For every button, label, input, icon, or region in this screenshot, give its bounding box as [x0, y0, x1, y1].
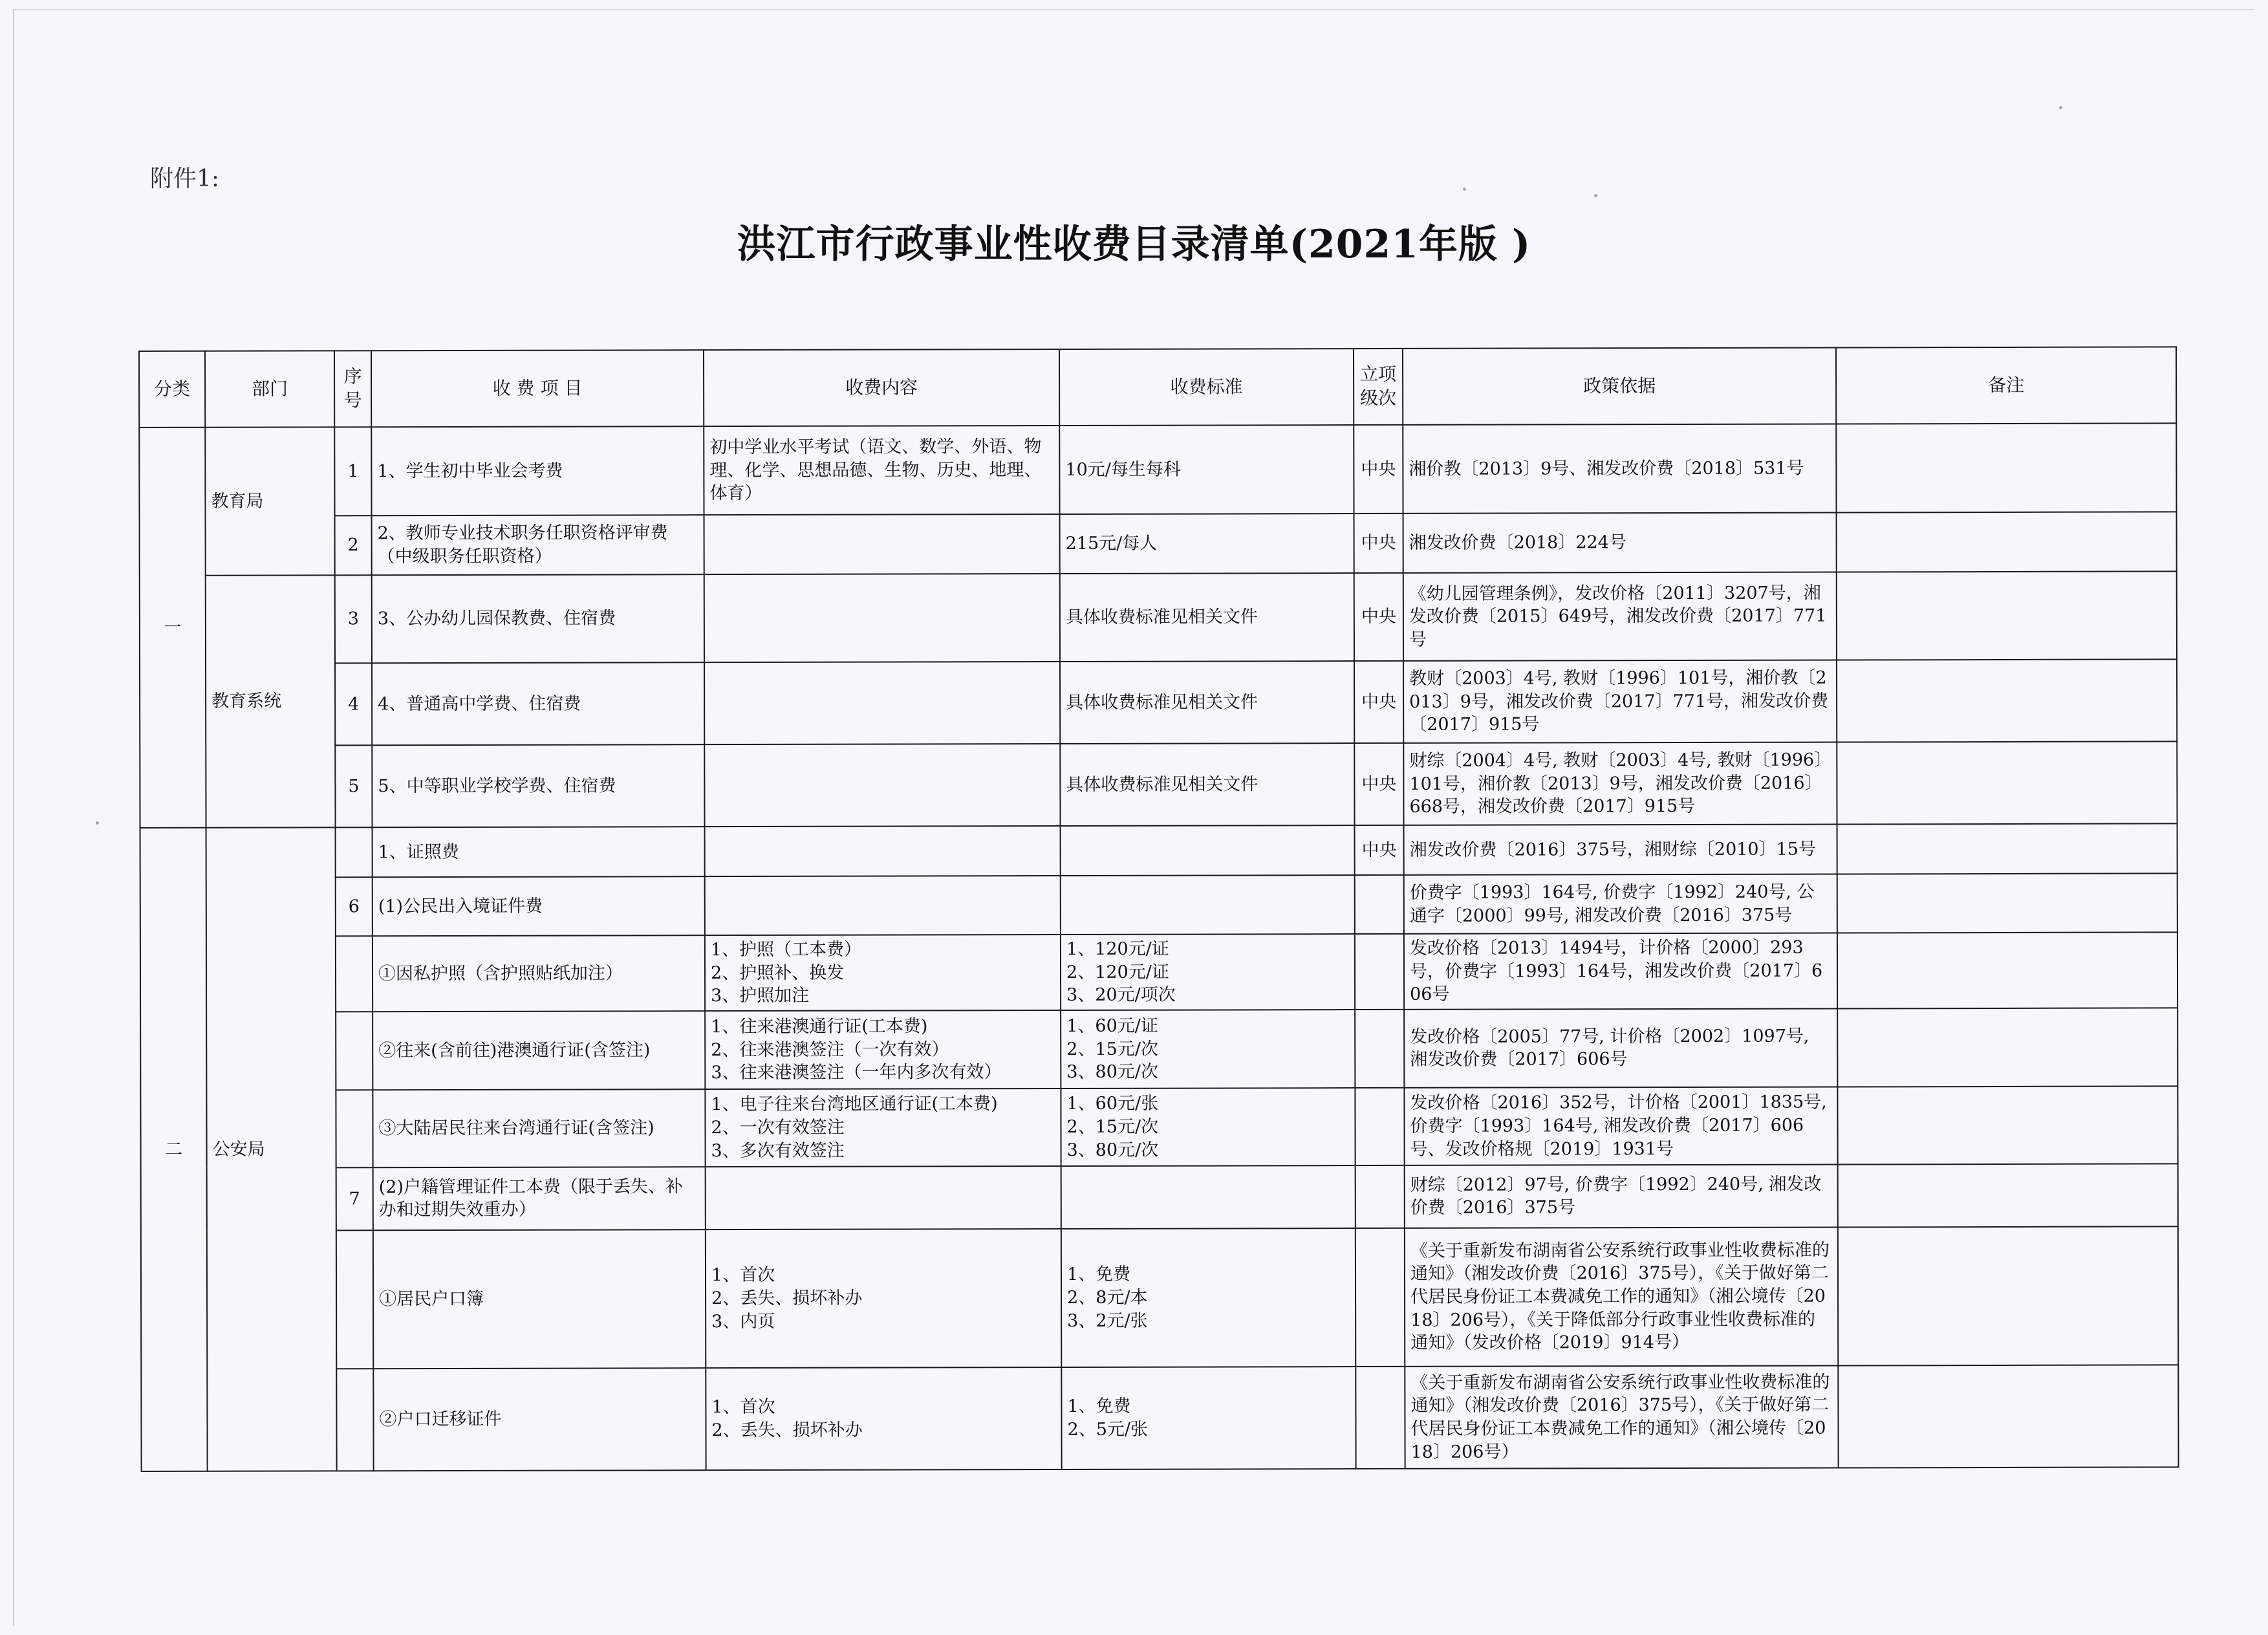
- standard-cell: 具体收费标准见相关文件: [1060, 743, 1354, 826]
- table-row: [140, 1008, 2177, 1090]
- standard-cell: 215元/每人: [1060, 514, 1354, 574]
- item-cell: ②往来(含前往)港澳通行证(含签注): [373, 1011, 705, 1090]
- basis-cell: 《幼儿园管理条例》，发改价格〔2011〕3207号，湘发改价费〔2015〕649号，湘发改价费〔2017〕771号: [1403, 572, 1837, 661]
- seq-cell: 4: [335, 663, 372, 745]
- table-row: [140, 823, 2177, 878]
- remark-cell: [1837, 1008, 2177, 1087]
- standard-cell: 1、60元/张 2、15元/次 3、80元/次: [1061, 1088, 1355, 1166]
- fee-catalog-table: [138, 346, 2179, 1471]
- basis-cell: 价费字〔1993〕164号, 价费字〔1992〕240号, 公通字〔2000〕99号, 湘发改价费〔2016〕375号: [1404, 874, 1837, 934]
- basis-cell: 湘发改价费〔2016〕375号，湘财综〔2010〕15号: [1404, 825, 1837, 875]
- table-row: [140, 1086, 2177, 1168]
- remark-cell: [1837, 823, 2177, 874]
- remark-cell: [1836, 423, 2176, 512]
- content-cell: [704, 662, 1060, 744]
- remark-cell: [1837, 932, 2177, 1008]
- content-cell: 1、电子往来台湾地区通行证(工本费) 2、一次有效签注 3、多次有效签注: [705, 1088, 1061, 1167]
- item-cell: ②户口迁移证件: [373, 1368, 706, 1471]
- col-level: 立项 级次: [1354, 349, 1403, 425]
- table-row: [140, 932, 2177, 1012]
- remark-cell: [1837, 512, 2177, 572]
- basis-cell: 发改价格〔2013〕1494号，计价格〔2000〕293号，价费字〔1993〕164号，湘发改价费〔2017〕606号: [1404, 933, 1837, 1010]
- basis-cell: 发改价格〔2016〕352号，计价格〔2001〕1835号, 价费字〔1993〕164号, 湘发改价费〔2017〕606号、发改价格规〔2019〕1931号: [1404, 1087, 1837, 1165]
- seq-cell: 3: [335, 575, 372, 663]
- level-cell: 中央: [1355, 825, 1404, 875]
- content-cell: 初中学业水平考试（语文、数学、外语、物理、化学、思想品德、生物、历史、地理、体育）: [704, 426, 1059, 515]
- standard-cell: 1、免费 2、5元/张: [1061, 1367, 1355, 1469]
- header-row: [139, 347, 2176, 428]
- remark-cell: [1838, 1365, 2178, 1467]
- remark-cell: [1838, 1226, 2178, 1365]
- level-cell: 中央: [1354, 514, 1403, 573]
- content-cell: [704, 514, 1060, 574]
- seq-cell: 5: [335, 745, 372, 827]
- category-cell: 二: [140, 828, 208, 1471]
- col-item: 收 费 项 目: [371, 350, 704, 427]
- seq-cell: 6: [336, 877, 373, 936]
- seq-cell: [336, 1090, 373, 1167]
- seq-cell: 1: [334, 427, 371, 515]
- scan-speck: [1463, 188, 1466, 191]
- level-cell: [1355, 1165, 1405, 1228]
- level-cell: 中央: [1354, 743, 1403, 825]
- content-cell: 1、护照（工本费） 2、护照补、换发 3、护照加注: [705, 935, 1061, 1011]
- remark-cell: [1837, 741, 2177, 824]
- seq-cell: [336, 1369, 373, 1471]
- content-cell: 1、首次 2、丢失、损坏补办: [706, 1367, 1061, 1470]
- basis-cell: 湘发改价费〔2018〕224号: [1403, 513, 1837, 573]
- basis-cell: 《关于重新发布湖南省公安系统行政事业性收费标准的通知》（湘发改价费〔2016〕375号），《关于做好第二代居民身份证工本费减免工作的通知》（湘公境传〔2018〕206号）: [1405, 1365, 1838, 1468]
- basis-cell: 财综〔2004〕4号, 教财〔2003〕4号, 教财〔1996〕101号，湘价教〔2013〕9号，湘发改价费〔2016〕668号，湘发改价费〔2017〕915号: [1403, 742, 1837, 825]
- item-cell: ①因私护照（含护照贴纸加注）: [373, 935, 705, 1012]
- level-cell: [1355, 1367, 1405, 1469]
- item-cell: 2、教师专业技术职务任职资格评审费（中级职务任职资格）: [372, 515, 704, 575]
- table-row: [140, 571, 2177, 664]
- item-cell: ①居民户口簿: [373, 1229, 706, 1369]
- content-cell: [705, 876, 1061, 935]
- content-cell: 1、首次 2、丢失、损坏补办 3、内页: [706, 1229, 1061, 1368]
- table-row: [140, 659, 2177, 746]
- seq-cell: 2: [335, 515, 372, 575]
- category-cell: 一: [139, 428, 206, 828]
- level-cell: [1355, 1010, 1404, 1088]
- table-row: [140, 741, 2177, 828]
- item-cell: 1、证照费: [373, 827, 705, 877]
- department-cell: 公安局: [206, 827, 337, 1471]
- content-cell: [704, 574, 1060, 662]
- document-title: 洪江市行政事业性收费目录清单(2021年版 ): [737, 222, 1531, 267]
- table-row: [141, 1365, 2178, 1471]
- standard-cell: 1、120元/证 2、120元/证 3、20元/项次: [1061, 934, 1355, 1010]
- col-standard: 收费标准: [1059, 349, 1354, 426]
- basis-cell: 财综〔2012〕97号, 价费字〔1992〕240号, 湘发改价费〔2016〕375号: [1405, 1164, 1838, 1228]
- content-cell: [704, 744, 1060, 827]
- department-cell: 教育局: [205, 427, 334, 575]
- standard-cell: 具体收费标准见相关文件: [1060, 661, 1354, 744]
- remark-cell: [1837, 571, 2177, 660]
- standard-cell: 1、免费 2、8元/本 3、2元/张: [1061, 1228, 1355, 1367]
- col-category: 分类: [139, 351, 205, 428]
- level-cell: 中央: [1354, 425, 1403, 514]
- standard-cell: [1061, 1165, 1355, 1229]
- content-cell: [705, 826, 1061, 876]
- standard-cell: 具体收费标准见相关文件: [1060, 573, 1354, 662]
- attachment-label: 附件1:: [150, 166, 220, 192]
- col-remark: 备注: [1836, 347, 2176, 424]
- remark-cell: [1837, 1086, 2177, 1164]
- table-row: [141, 1164, 2178, 1231]
- remark-cell: [1838, 1164, 2178, 1227]
- content-cell: 1、往来港澳通行证(工本费) 2、往来港澳签注（一次有效） 3、往来港澳签注（一年内多次有效）: [705, 1010, 1061, 1089]
- col-department: 部门: [205, 351, 334, 427]
- remark-cell: [1837, 873, 2177, 933]
- table-row: [141, 1226, 2178, 1369]
- basis-cell: 教财〔2003〕4号, 教财〔1996〕101号，湘价教〔2013〕9号，湘发改价费〔2017〕771号，湘发改价费〔2017〕915号: [1403, 660, 1837, 743]
- scan-speck: [2059, 106, 2062, 109]
- seq-cell: [336, 1230, 373, 1369]
- table-row: [140, 512, 2177, 576]
- seq-cell: [336, 936, 373, 1012]
- scan-speck: [1594, 194, 1597, 197]
- table-row: [139, 423, 2176, 516]
- scan-speck: [96, 821, 99, 825]
- col-content: 收费内容: [704, 349, 1059, 426]
- level-cell: [1355, 875, 1404, 934]
- item-cell: (1)公民出入境证件费: [373, 876, 705, 936]
- standard-cell: 1、60元/证 2、15元/次 3、80元/次: [1061, 1010, 1355, 1088]
- basis-cell: 湘价教〔2013〕9号、湘发改价费〔2018〕531号: [1403, 424, 1836, 514]
- basis-cell: 发改价格〔2005〕77号, 计价格〔2002〕1097号, 湘发改价费〔2017〕606号: [1404, 1008, 1837, 1087]
- standard-cell: 10元/每生每科: [1059, 425, 1354, 514]
- item-cell: 4、普通高中学费、住宿费: [372, 662, 704, 745]
- item-cell: ③大陆居民往来台湾通行证(含签注): [373, 1089, 705, 1167]
- seq-cell: 7: [336, 1167, 373, 1230]
- seq-cell: [336, 827, 373, 877]
- item-cell: 3、公办幼儿园保教费、住宿费: [372, 574, 704, 663]
- level-cell: [1355, 1088, 1404, 1165]
- standard-cell: [1061, 875, 1355, 935]
- item-cell: 5、中等职业学校学费、住宿费: [372, 744, 704, 827]
- col-seq: 序 号: [334, 351, 371, 427]
- department-cell: 教育系统: [206, 575, 336, 827]
- seq-cell: [336, 1012, 373, 1090]
- content-cell: [706, 1166, 1061, 1229]
- col-basis: 政策依据: [1403, 348, 1836, 425]
- level-cell: [1355, 1228, 1405, 1367]
- standard-cell: [1061, 825, 1355, 876]
- level-cell: 中央: [1354, 661, 1403, 743]
- table-row: [140, 873, 2177, 937]
- remark-cell: [1837, 659, 2177, 742]
- level-cell: [1355, 934, 1404, 1010]
- basis-cell: 《关于重新发布湖南省公安系统行政事业性收费标准的通知》（湘发改价费〔2016〕375号），《关于做好第二代居民身份证工本费减免工作的通知》（湘公境传〔2018〕206号），《关于降低部分行政事业性收费标准的通知》（发改价格〔2019〕914号）: [1405, 1227, 1838, 1366]
- item-cell: 1、学生初中毕业会考费: [371, 426, 704, 515]
- level-cell: 中央: [1354, 573, 1403, 661]
- item-cell: (2)户籍管理证件工本费（限于丢失、补办和过期失效重办）: [373, 1167, 706, 1230]
